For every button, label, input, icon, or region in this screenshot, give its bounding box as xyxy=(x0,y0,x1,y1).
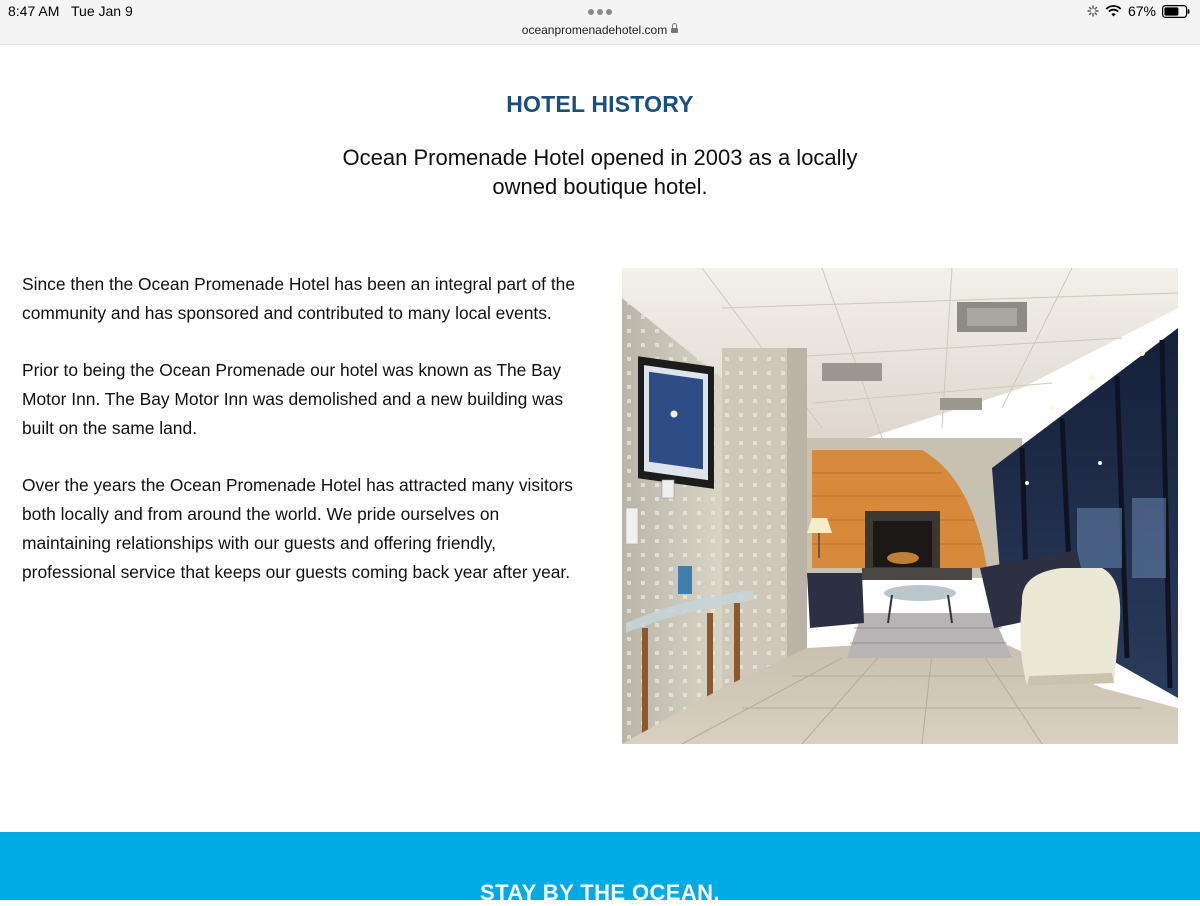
url-text[interactable]: oceanpromenadehotel.com xyxy=(521,23,668,37)
battery-icon xyxy=(1162,5,1190,18)
status-bar xyxy=(0,0,1200,45)
loading-icon xyxy=(1087,5,1099,17)
lock-icon xyxy=(671,28,678,33)
battery-percent: 67% xyxy=(1127,3,1156,19)
history-text xyxy=(22,270,592,615)
more-dots-icon[interactable] xyxy=(588,9,612,15)
status-date: Tue Jan 9 xyxy=(71,3,133,19)
page-subtitle: Ocean Promenade Hotel opened in 2003 as a locally owned boutique hotel. xyxy=(342,145,858,199)
history-paragraph: Since then the Ocean Promenade Hotel has been an integral part of the community and has sponsored and contributed to many local events. xyxy=(22,274,576,323)
history-paragraph: Prior to being the Ocean Promenade our hotel was known as The Bay Motor Inn. The Bay Motor Inn was demolished and a new building was built on the same land. xyxy=(22,360,564,438)
status-time: 8:47 AM xyxy=(8,3,60,19)
history-paragraph: Over the years the Ocean Promenade Hotel has attracted many visitors both locally and from around the world. We pride ourselves on maintaining relationships with our guests and offering friendly, professional service that keeps our guests coming back year after year. xyxy=(22,475,573,582)
wifi-icon xyxy=(1105,5,1122,17)
footer-banner xyxy=(0,832,1200,905)
page-title: HOTEL HISTORY xyxy=(506,91,694,117)
footer-title: STAY BY THE OCEAN. xyxy=(480,880,720,905)
address-bar[interactable] xyxy=(0,23,1200,37)
hotel-lobby-photo xyxy=(622,268,1178,744)
status-indicators xyxy=(1087,3,1190,19)
